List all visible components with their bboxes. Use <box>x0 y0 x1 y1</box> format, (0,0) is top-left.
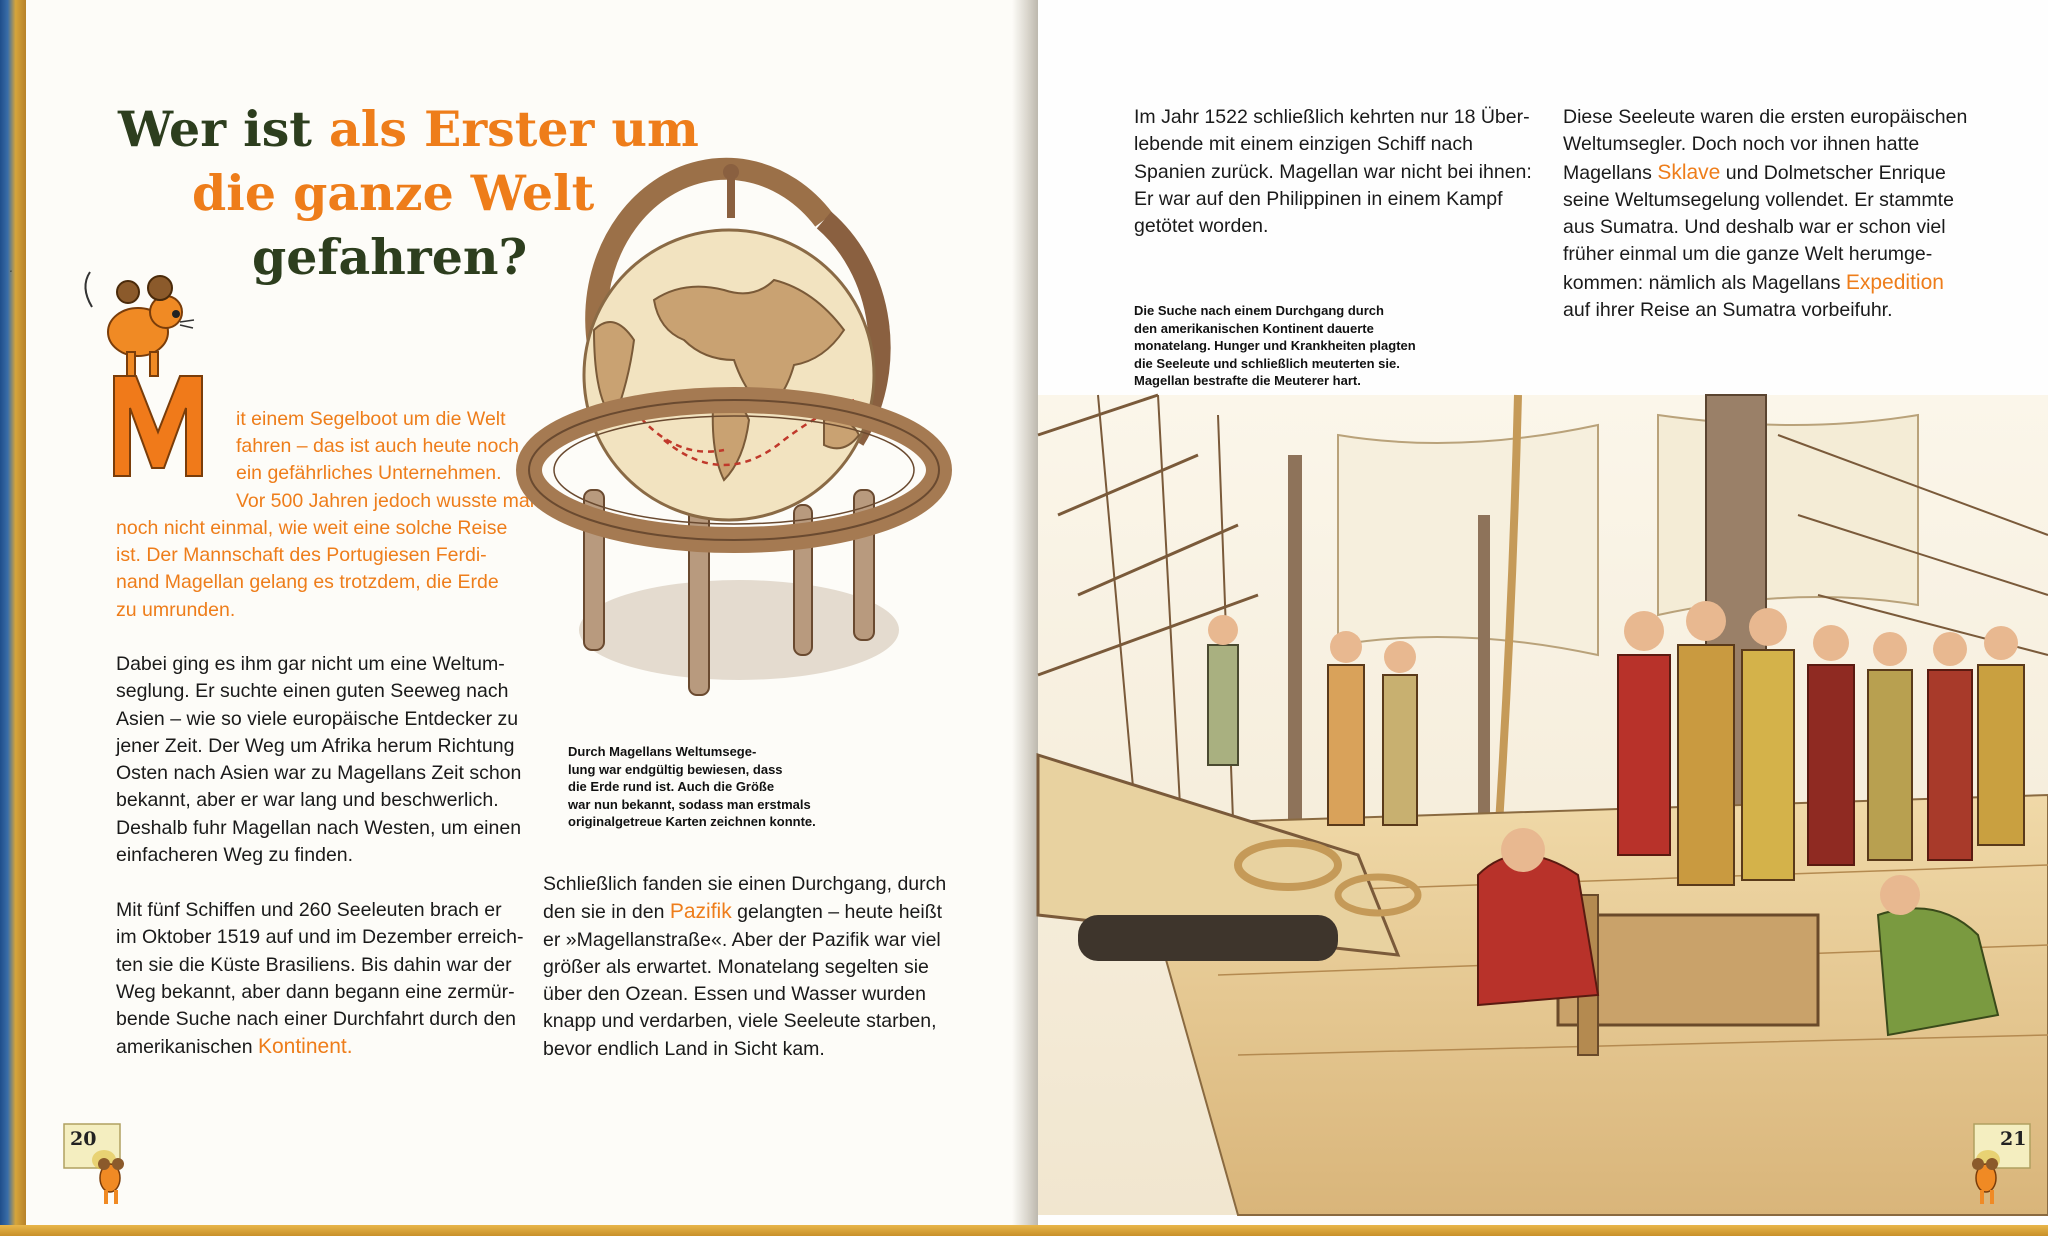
text-line: getötet worden. <box>1134 215 1269 238</box>
keyword-pazifik: Pazifik <box>669 900 732 924</box>
headline-line-1 <box>118 100 699 158</box>
text-line <box>1563 159 2003 187</box>
text-line: früher einmal um die ganze Welt herumge- <box>1563 243 1933 266</box>
text-line: über den Ozean. Essen und Wasser wurden <box>543 983 926 1006</box>
intro-line: nand Magellan gelang es trotzdem, die Erde <box>116 571 499 593</box>
right-column-2 <box>1563 104 2003 324</box>
intro-line: it einem Segelboot um die Welt <box>236 408 506 430</box>
headline-line-3: gefahren? <box>252 228 528 286</box>
text-line: auf ihrer Reise an Sumatra vorbeifuhr. <box>1563 299 1893 322</box>
caption-line: den amerikanischen Kontinent dauerte <box>1134 320 1374 336</box>
text-line: ten sie die Küste Brasiliens. Bis dahin war der <box>116 953 512 976</box>
text-line: Mit fünf Schiffen und 260 Seeleuten brach er <box>116 899 502 921</box>
text-line: Osten nach Asien war zu Magellans Zeit schon <box>116 762 522 785</box>
text-line: einfacheren Weg zu finden. <box>116 844 354 867</box>
intro-line: ein gefährliches Unternehmen. <box>236 462 502 484</box>
text-span: den sie in den <box>543 901 670 924</box>
headline-line-2: die ganze Welt <box>192 164 595 222</box>
intro-line: ist. Der Mannschaft des Portugiesen Ferdi- <box>116 544 487 566</box>
caption-line: die Seeleute und schließlich meuterten sie. <box>1134 355 1400 371</box>
intro-line: Vor 500 Jahren jedoch wusste man <box>236 490 541 512</box>
intro-line: zu umrunden. <box>116 599 236 621</box>
headline-dark-part: Wer ist <box>118 100 329 158</box>
text-line: er »Magellanstraße«. Aber der Pazifik war viel <box>543 928 941 951</box>
keyword-kontinent: Kontinent. <box>257 1035 353 1059</box>
page-number-badge-left <box>60 1120 132 1208</box>
globe-illustration <box>524 160 944 720</box>
mouse-mascot-illustration <box>72 262 202 382</box>
caption-line: lung war endgültig bewiesen, dass <box>568 761 783 777</box>
paragraph-3 <box>543 871 983 1063</box>
text-line: Dabei ging es ihm gar nicht um eine Weltum- <box>116 653 505 675</box>
text-span: gelangten – heute heißt <box>731 901 943 924</box>
text-line: Deshalb fuhr Magellan nach Westen, um einen <box>116 816 522 839</box>
intro-line: fahren – das ist auch heute noch <box>236 435 519 457</box>
text-line: seglung. Er suchte einen guten Seeweg nach <box>116 680 509 703</box>
text-line <box>116 1033 556 1061</box>
right-column-1 <box>1134 104 1554 240</box>
right-page <box>1038 0 2048 1225</box>
book-bottom-edge <box>0 1225 2048 1236</box>
paragraph-1 <box>116 651 556 869</box>
text-line: im Oktober 1519 auf und im Dezember erreich- <box>116 926 524 949</box>
caption-line: Durch Magellans Weltumsege- <box>568 744 757 759</box>
text-line <box>543 898 983 926</box>
headline-orange-part: als Erster um <box>328 100 699 158</box>
text-line: seine Weltumsegelung vollendet. Er stammte <box>1563 188 1954 211</box>
text-line <box>1563 269 2003 297</box>
text-line: größer als erwartet. Monatelang segelten sie <box>543 955 929 978</box>
page-number-right: 21 <box>2000 1128 2027 1150</box>
text-line: lebende mit einem einzigen Schiff nach <box>1134 133 1473 156</box>
text-span: und Dolmetscher Enrique <box>1720 161 1946 184</box>
page-number-left: 20 <box>70 1128 97 1150</box>
text-span: Magellans <box>1563 161 1658 184</box>
text-line: Weltumsegler. Doch noch vor ihnen hatte <box>1563 133 1920 156</box>
caption-line: Die Suche nach einem Durchgang durch <box>1134 303 1384 318</box>
intro-line: noch nicht einmal, wie weit eine solche Reise <box>116 517 508 539</box>
text-line: Er war auf den Philippinen in einem Kampf <box>1134 187 1503 210</box>
text-line: bevor endlich Land in Sicht kam. <box>543 1037 825 1060</box>
caption-line: war nun bekannt, sodass man erstmals <box>568 796 811 812</box>
caption-line: Magellan bestrafte die Meuterer hart. <box>1134 373 1361 388</box>
keyword-sklave: Sklave <box>1657 160 1721 184</box>
text-span: kommen: nämlich als Magellans <box>1563 271 1846 294</box>
paragraph-2 <box>116 897 556 1062</box>
caption-line: originalgetreue Karten zeichnen konnte. <box>568 814 816 829</box>
keyword-expedition: Expedition <box>1845 270 1944 294</box>
text-line: Weg bekannt, aber dann begann eine zermür- <box>116 980 515 1003</box>
book-gutter <box>1012 0 1038 1225</box>
caption-line: die Erde rund ist. Auch die Größe <box>568 779 775 794</box>
ship-caption <box>1134 302 1416 390</box>
ship-deck-illustration <box>1038 395 2048 1215</box>
globe-caption <box>568 743 816 831</box>
text-line: jener Zeit. Der Weg um Afrika herum Richtung <box>116 734 515 757</box>
text-line: Im Jahr 1522 schließlich kehrten nur 18 Über- <box>1134 106 1530 128</box>
book-edge <box>0 0 26 1236</box>
dropcap-letter <box>10 271 206 480</box>
dropcap-text: M <box>10 271 12 273</box>
text-line: Schließlich fanden sie einen Durchgang, durch <box>543 873 947 895</box>
text-line: Spanien zurück. Magellan war nicht bei ihnen: <box>1134 160 1532 183</box>
text-span: amerikanischen <box>116 1036 258 1059</box>
text-line: Asien – wie so viele europäische Entdecker zu <box>116 707 519 730</box>
left-page <box>10 0 1038 1225</box>
text-line: bekannt, aber er war lang und beschwerlich. <box>116 789 499 812</box>
text-line: aus Sumatra. Und deshalb war er schon viel <box>1563 216 1946 239</box>
page-number-badge-right <box>1964 1120 2036 1208</box>
text-line: Diese Seeleute waren die ersten europäischen <box>1563 106 1968 128</box>
text-line: knapp und verdarben, viele Seeleute starben, <box>543 1010 937 1033</box>
caption-line: monatelang. Hunger und Krankheiten plagten <box>1134 338 1416 353</box>
text-line: bende Suche nach einer Durchfahrt durch den <box>116 1008 517 1031</box>
